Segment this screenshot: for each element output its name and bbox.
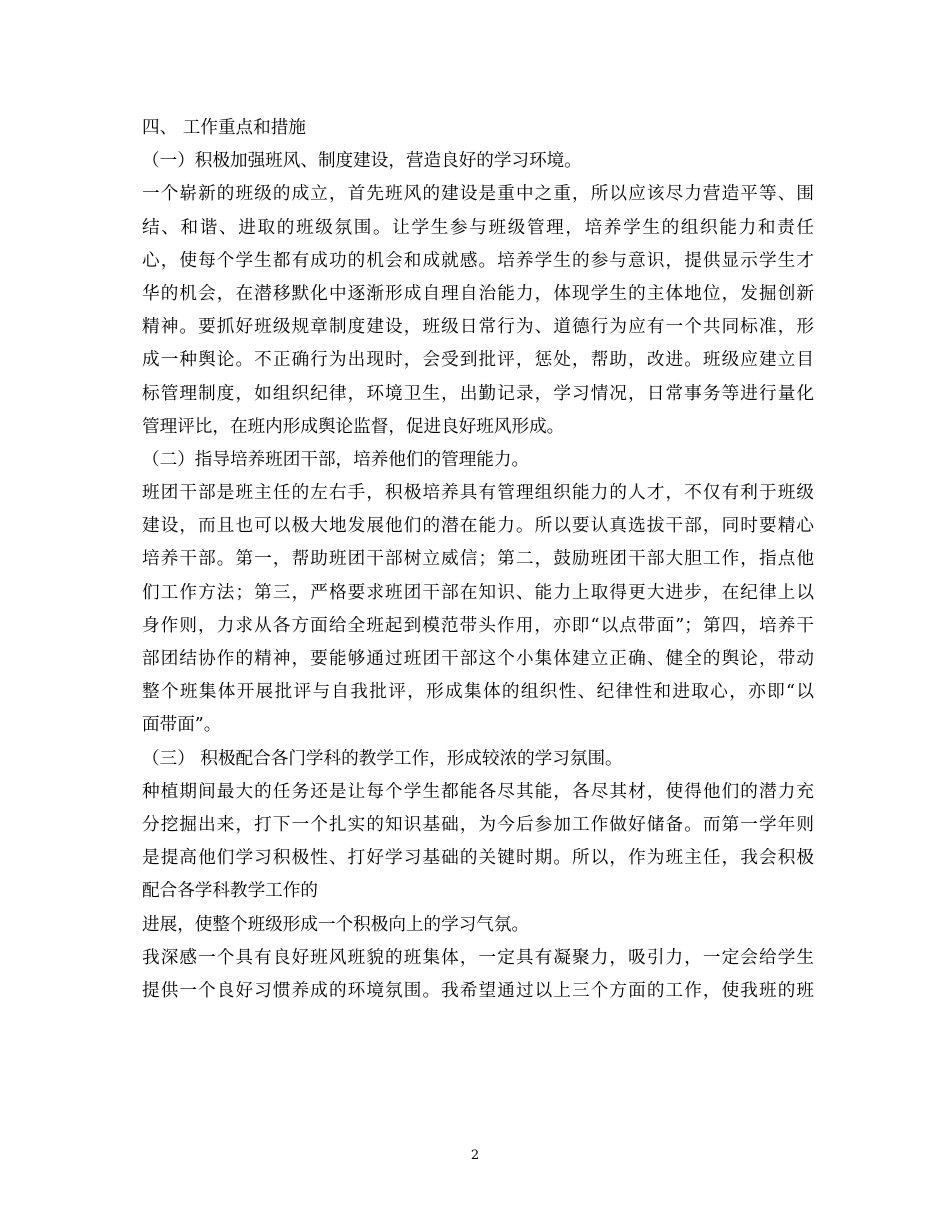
text-line: 标管理制度，如组织纪律，环境卫生，出勤记录，学习情况，日常事务等进行量化 (142, 383, 814, 404)
text-line: 我深感一个具有良好班风班貌的班集体，一定具有凝聚力，吸引力，一定会给学生 (142, 947, 814, 968)
text-line: （二）指导培养班团干部，培养他们的管理能力。 (142, 449, 530, 470)
text-line: 种植期间最大的任务还是让每个学生都能各尽其能，各尽其材，使得他们的潜力充 (142, 781, 814, 802)
text-line: 管理评比，在班内形成舆论监督，促进良好班风形成。 (142, 416, 565, 437)
text-line: 面带面”。 (142, 715, 222, 736)
text-line: 精神。要抓好班级规章制度建设，班级日常行为、道德行为应有一个共同标准，形 (142, 317, 814, 338)
text-line: 部团结协作的精神，要能够通过班团干部这个小集体建立正确、健全的舆论，带动 (142, 649, 814, 669)
text-line: 培养干部。第一，帮助班团干部树立威信；第二，鼓励班团干部大胆工作，指点他 (142, 549, 814, 570)
text-line: 结、和谐、进取的班级氛围。让学生参与班级管理，培养学生的组织能力和责任 (142, 217, 814, 238)
text-line: 一个崭新的班级的成立，首先班风的建设是重中之重，所以应该尽力营造平等、围 (142, 184, 814, 205)
text-line: 建设，而且也可以极大地发展他们的潜在能力。所以要认真选拔干部，同时要精心 (142, 516, 814, 537)
text-line: 整个班集体开展批评与自我批评，形成集体的组织性、纪律性和进取心，亦即“以 (142, 682, 814, 703)
text-line: 班团干部是班主任的左右手，积极培养具有管理组织能力的人才，不仅有利于班级 (142, 483, 814, 504)
text-line: 是提高他们学习积极性、打好学习基础的关键时期。所以，作为班主任，我会积极 (142, 848, 814, 869)
text-line: 进展，使整个班级形成一个积极向上的学习气氛。 (142, 914, 530, 935)
text-line: （一）积极加强班风、制度建设，营造良好的学习环境。 (142, 151, 582, 172)
text-line: 们工作方法；第三，严格要求班团干部在知识、能力上取得更大进步，在纪律上以 (142, 582, 814, 603)
text-line: 配合各学科教学工作的 (142, 881, 318, 902)
text-line: 提供一个良好习惯养成的环境氛围。我希望通过以上三个方面的工作，使我班的班 (142, 980, 814, 1001)
document-body (142, 112, 814, 1008)
text-line: （三） 积极配合各门学科的教学工作，形成较浓的学习氛围。 (142, 748, 623, 769)
text-line: 分挖掘出来，打下一个扎实的知识基础，为今后参加工作做好储备。而第一学年则 (142, 814, 814, 835)
text-line: 成一种舆论。不正确行为出现时，会受到批评，惩处，帮助，改进。班级应建立目 (142, 350, 814, 371)
text-line: 四、 工作重点和措施 (142, 118, 306, 138)
page-number: 2 (470, 1148, 480, 1163)
text-line: 心，使每个学生都有成功的机会和成就感。培养学生的参与意识，提供显示学生才 (142, 250, 814, 271)
text-line: 华的机会，在潜移默化中逐渐形成自理自治能力，体现学生的主体地位，发掘创新 (142, 283, 814, 304)
text-line: 身作则，力求从各方面给全班起到模范带头作用，亦即“以点带面”；第四，培养干 (142, 615, 814, 636)
